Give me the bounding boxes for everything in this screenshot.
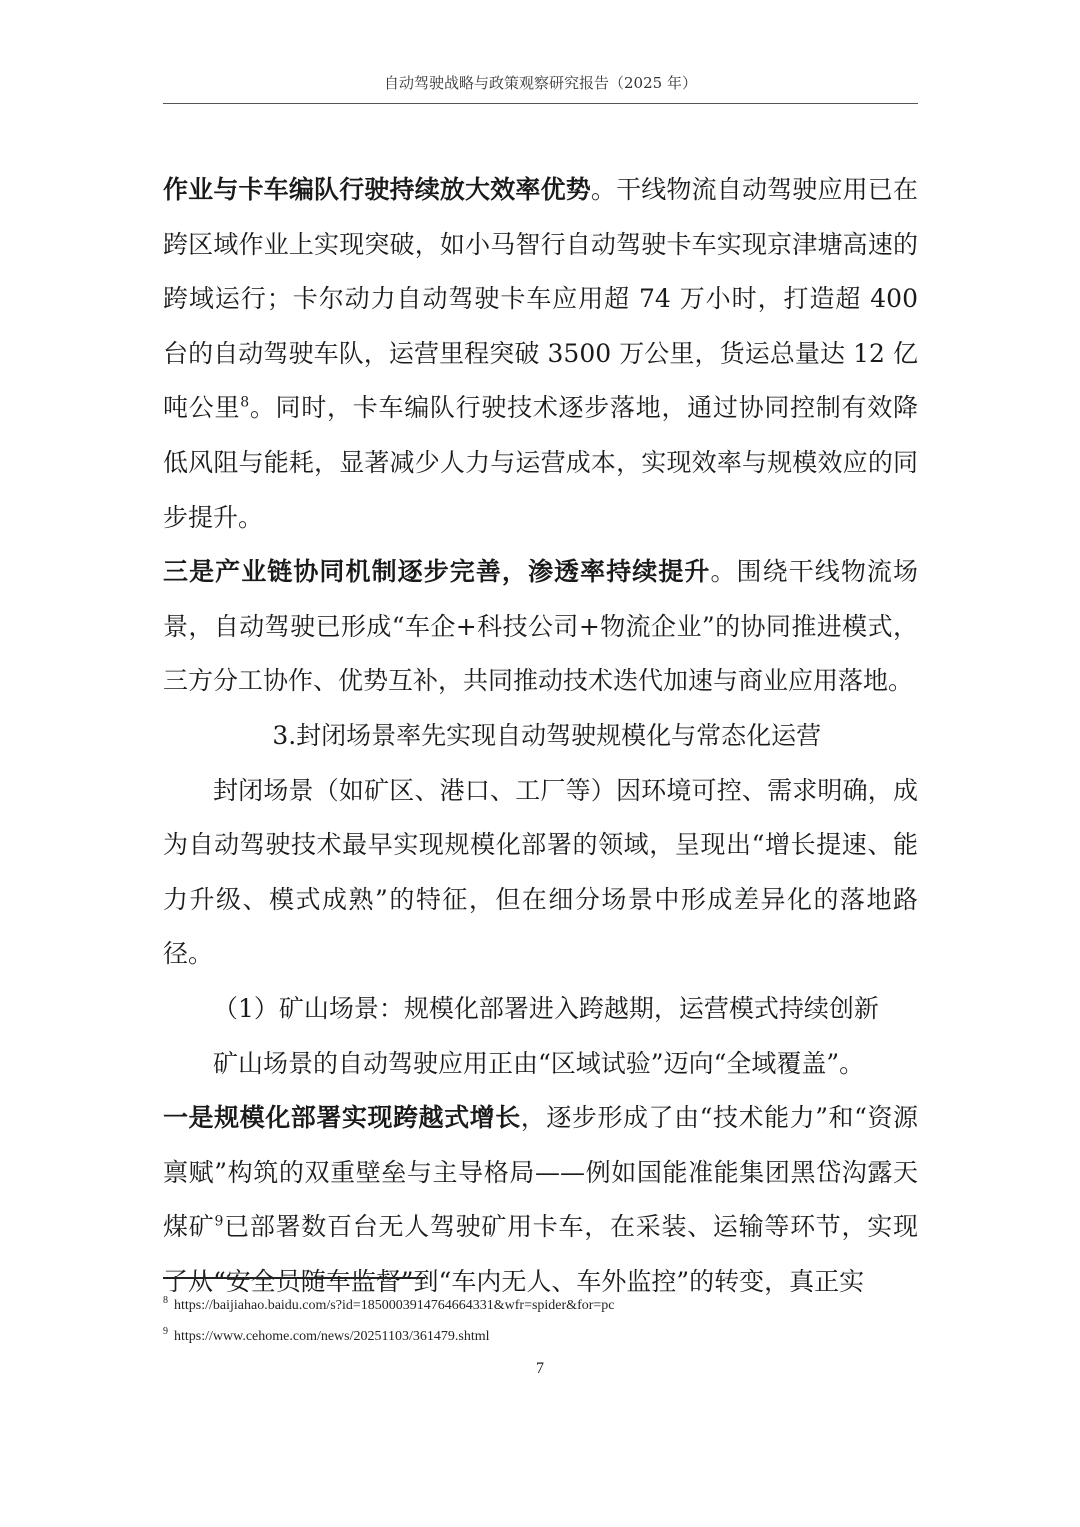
paragraph-text: 。围绕干线物流场景，自动驾驶已形成“车企+科技公司+物流企业”的协同推进模式，三方分工协作、优势互补，共同推动技术迭代加速与商业应用落地。	[163, 557, 918, 696]
paragraph-industry-chain	[163, 545, 918, 709]
footnote-number: 9	[163, 1326, 168, 1338]
footnotes	[163, 1290, 918, 1352]
paragraph-lead-bold: 作业与卡车编队行驶持续放大效率优势	[163, 175, 591, 204]
paragraph-lead-bold: 一是规模化部署实现跨越式增长	[163, 1103, 521, 1133]
sub-heading-mining: （1）矿山场景：规模化部署进入跨越期，运营模式持续创新	[213, 993, 879, 1023]
page-header-title: 自动驾驶战略与政策观察研究报告（2025 年）	[384, 74, 697, 92]
paragraph-truck-platooning	[163, 163, 918, 545]
paragraph-text: 。干线物流自动驾驶应用已在跨区域作业上实现突破，如小马智行自动驾驶卡车实现京津塘高速的跨域运行；卡尔动力自动驾驶卡车应用超 74 万小时，打造超 400 台的自动驾驶车队，运营里程突破 3500 万公里，货运总量达 12 亿吨公里	[163, 175, 918, 423]
footnote-number: 8	[163, 1295, 168, 1307]
footnote-link[interactable]: https://baijiahao.baidu.com/s?id=1850003914764664331&wfr=spider&for=pc	[174, 1298, 615, 1313]
footnote-ref-9[interactable]: 9	[214, 1213, 224, 1230]
paragraph-text: 已部署数百台无人驾驶矿用卡车，在采装、运输等环节，实现了从“安全员随车监督”到“车内无人、车外监控”的转变，真正实	[163, 1212, 918, 1296]
paragraph-text: ，逐步形成了由“技术能力”和“资源禀赋”构筑的双重壁垒与主导格局——例如国能准能集团黑岱沟露天煤矿	[163, 1103, 918, 1242]
section-heading: 3.封闭场景率先实现自动驾驶规模化与常态化运营	[272, 720, 822, 750]
body-text	[163, 163, 918, 1309]
paragraph-mining-intro: 矿山场景的自动驾驶应用正由“区域试验”迈向“全域覆盖”。	[213, 1048, 865, 1078]
footnote-item	[163, 1321, 918, 1352]
footnote-ref-8[interactable]: 8	[240, 395, 250, 412]
paragraph-lead-bold: 三是产业链协同机制逐步完善，渗透率持续提升	[163, 557, 711, 587]
page-number: 7	[536, 1360, 544, 1377]
paragraph-text: 。同时，卡车编队行驶技术逐步落地，通过协同控制有效降低风阻与能耗，显著减少人力与运营成本，实现效率与规模效应的同步提升。	[163, 393, 918, 532]
footnote-item	[163, 1290, 918, 1321]
header-divider	[163, 103, 918, 104]
footnote-link[interactable]: https://www.cehome.com/news/20251103/361479.shtml	[174, 1329, 490, 1344]
paragraph-closed-scenes: 封闭场景（如矿区、港口、工厂等）因环境可控、需求明确，成为自动驾驶技术最早实现规模化部署的领域，呈现出“增长提速、能力升级、模式成熟”的特征，但在细分场景中形成差异化的落地路径。	[163, 775, 918, 969]
footnote-divider	[163, 1277, 425, 1279]
